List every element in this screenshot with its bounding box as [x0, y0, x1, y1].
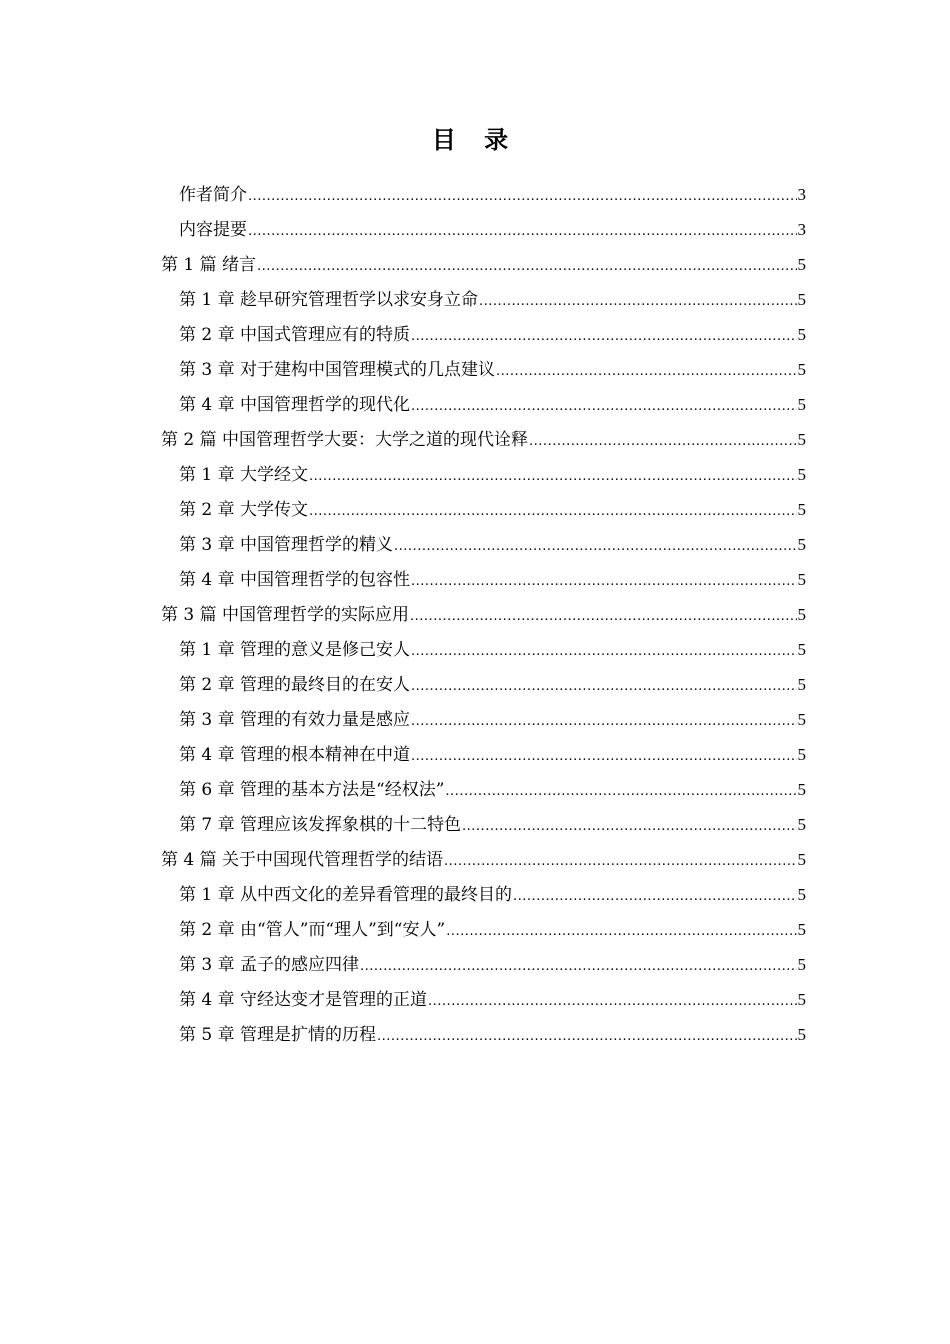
toc-entry-page-number: 3 — [797, 220, 806, 239]
toc-entry-page-number: 5 — [797, 605, 806, 624]
toc-entry[interactable] — [161, 772, 806, 807]
toc-entry-title: 第 1 章 趁早研究管理哲学以求安身立命 — [179, 290, 479, 310]
toc-entry[interactable] — [161, 387, 806, 422]
toc-entry[interactable] — [161, 807, 806, 842]
dot-leader — [462, 809, 796, 844]
toc-entry[interactable] — [161, 912, 806, 947]
dot-leader — [410, 599, 796, 634]
dot-leader — [411, 669, 796, 704]
toc-entry[interactable] — [161, 212, 806, 247]
toc-entry-page-number: 5 — [797, 745, 806, 764]
toc-entry[interactable] — [161, 457, 806, 492]
toc-entry-title: 第 4 章 管理的根本精神在中道 — [179, 745, 411, 765]
toc-entry-title: 第 1 章 从中西文化的差异看管理的最终目的 — [179, 885, 513, 905]
toc-entry[interactable] — [161, 352, 806, 387]
dot-leader — [309, 459, 796, 494]
dot-leader — [428, 984, 796, 1019]
dot-leader — [309, 494, 796, 529]
toc-entry[interactable] — [161, 737, 806, 772]
dot-leader — [411, 704, 796, 739]
dot-leader — [394, 529, 796, 564]
toc-entry-title: 第 2 章 由“管人”而“理人”到“安人” — [179, 920, 446, 940]
dot-leader — [411, 564, 796, 599]
toc-entry-page-number: 5 — [797, 325, 806, 344]
toc-entry-title: 第 5 章 管理是扩情的历程 — [179, 1025, 377, 1045]
dot-leader — [377, 1019, 796, 1054]
toc-entry-title: 第 2 篇 中国管理哲学大要：大学之道的现代诠释 — [161, 430, 529, 450]
toc-entry[interactable] — [161, 702, 806, 737]
toc-entry-page-number: 5 — [797, 465, 806, 484]
toc-entry[interactable] — [161, 527, 806, 562]
dot-leader — [257, 249, 796, 284]
toc-entry-page-number: 5 — [797, 710, 806, 729]
toc-entry-title: 第 6 章 管理的基本方法是“经权法” — [179, 780, 445, 800]
toc-entry-page-number: 5 — [797, 290, 806, 309]
toc-entry-page-number: 5 — [797, 535, 806, 554]
toc-entry-page-number: 5 — [797, 430, 806, 449]
toc-entry-title: 第 4 章 守经达变才是管理的正道 — [179, 990, 428, 1010]
toc-entry[interactable] — [161, 877, 806, 912]
dot-leader — [444, 844, 796, 879]
dot-leader — [248, 179, 797, 214]
dot-leader — [248, 214, 797, 249]
toc-entry[interactable] — [161, 667, 806, 702]
dot-leader — [513, 879, 796, 914]
toc-entry-title: 第 1 章 大学经文 — [179, 465, 309, 485]
toc-entry-page-number: 5 — [797, 360, 806, 379]
toc-entry-title: 第 4 篇 关于中国现代管理哲学的结语 — [161, 850, 444, 870]
toc-entry-page-number: 5 — [797, 675, 806, 694]
toc-entry-title: 第 4 章 中国管理哲学的包容性 — [179, 570, 411, 590]
toc-entry-title: 第 3 章 管理的有效力量是感应 — [179, 710, 411, 730]
toc-entry-page-number: 5 — [797, 570, 806, 589]
dot-leader — [446, 914, 796, 949]
table-of-contents — [161, 177, 806, 1052]
toc-entry-title: 第 3 章 对于建构中国管理模式的几点建议 — [179, 360, 496, 380]
toc-entry[interactable] — [161, 282, 806, 317]
toc-entry-page-number: 5 — [797, 850, 806, 869]
dot-leader — [411, 634, 796, 669]
dot-leader — [445, 774, 796, 809]
toc-entry-title: 第 4 章 中国管理哲学的现代化 — [179, 395, 411, 415]
toc-entry[interactable] — [161, 317, 806, 352]
toc-entry[interactable] — [161, 632, 806, 667]
toc-title: 目 录 — [431, 125, 519, 154]
toc-entry-title: 第 7 章 管理应该发挥象棋的十二特色 — [179, 815, 462, 835]
dot-leader — [411, 739, 796, 774]
toc-entry-title: 第 3 章 孟子的感应四律 — [179, 955, 360, 975]
toc-entry-title: 第 2 章 大学传文 — [179, 500, 309, 520]
toc-entry-page-number: 5 — [797, 885, 806, 904]
toc-entry[interactable] — [161, 1017, 806, 1052]
dot-leader — [496, 354, 796, 389]
dot-leader — [479, 284, 796, 319]
toc-entry[interactable] — [161, 422, 806, 457]
toc-entry-page-number: 5 — [797, 255, 806, 274]
toc-entry[interactable] — [161, 597, 806, 632]
toc-entry[interactable] — [161, 982, 806, 1017]
toc-entry-title: 内容提要 — [179, 220, 247, 240]
toc-entry[interactable] — [161, 492, 806, 527]
toc-entry-page-number: 5 — [797, 955, 806, 974]
toc-entry-page-number: 5 — [797, 640, 806, 659]
toc-entry-title: 第 1 章 管理的意义是修己安人 — [179, 640, 411, 660]
toc-entry-page-number: 5 — [797, 500, 806, 519]
toc-entry-page-number: 5 — [797, 395, 806, 414]
dot-leader — [360, 949, 796, 984]
toc-entry-page-number: 5 — [797, 815, 806, 834]
toc-entry-page-number: 5 — [797, 1025, 806, 1044]
toc-entry-title: 第 3 章 中国管理哲学的精义 — [179, 535, 394, 555]
dot-leader — [411, 389, 796, 424]
toc-entry-page-number: 5 — [797, 990, 806, 1009]
toc-entry-title: 第 2 章 中国式管理应有的特质 — [179, 325, 411, 345]
toc-entry-title: 第 2 章 管理的最终目的在安人 — [179, 675, 411, 695]
toc-entry-page-number: 5 — [797, 920, 806, 939]
toc-entry-page-number: 3 — [797, 185, 806, 204]
toc-entry[interactable] — [161, 947, 806, 982]
toc-entry-page-number: 5 — [797, 780, 806, 799]
toc-entry[interactable] — [161, 247, 806, 282]
dot-leader — [411, 319, 796, 354]
toc-entry-title: 第 3 篇 中国管理哲学的实际应用 — [161, 605, 410, 625]
toc-entry[interactable] — [161, 842, 806, 877]
toc-entry[interactable] — [161, 562, 806, 597]
toc-entry[interactable] — [161, 177, 806, 212]
dot-leader — [529, 424, 796, 459]
toc-entry-title: 第 1 篇 绪言 — [161, 255, 257, 275]
toc-entry-title: 作者简介 — [179, 185, 247, 205]
